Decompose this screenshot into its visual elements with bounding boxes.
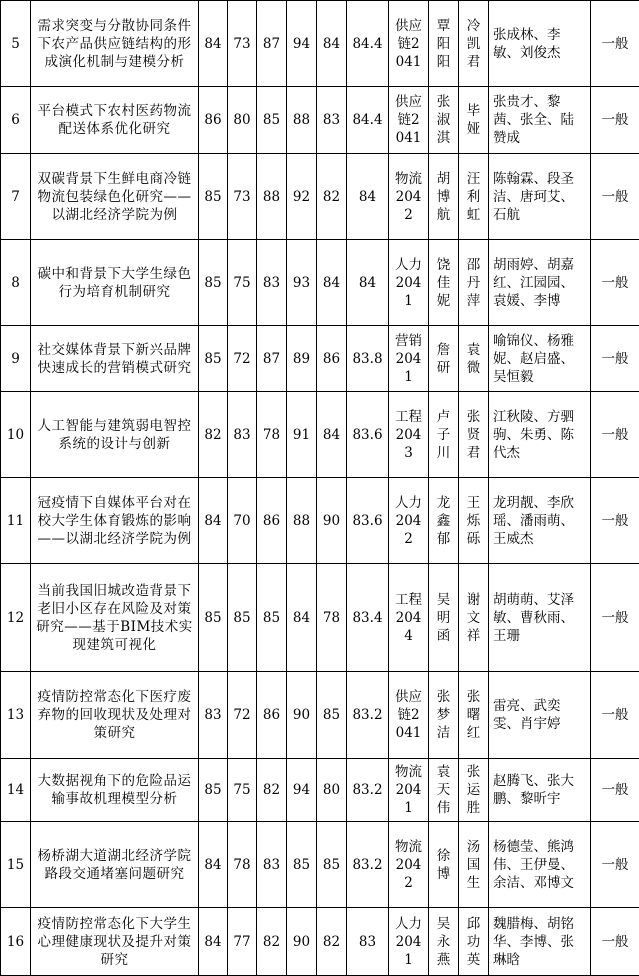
member-list: 张贵才、黎茜、张全、陆赞成 [489, 87, 591, 154]
score-cell: 91 [287, 392, 317, 478]
score-cell: 73 [228, 1, 257, 87]
class-name: 供应链2041 [389, 1, 429, 87]
advisor-name: 邱功英 [459, 908, 489, 976]
member-list: 魏腊梅、胡铭华、李博、张琳晗 [489, 908, 591, 976]
project-level: 一般 [591, 326, 639, 392]
project-title: 需求突变与分散协同条件下农产品供应链结构的形成演化机制与建模分析 [31, 1, 199, 87]
member-list: 赵腾飞、张大鹏、黎昕宇 [489, 759, 591, 822]
leader-name: 覃阳阳 [429, 1, 459, 87]
class-name: 人力2041 [389, 908, 429, 976]
average-score: 83.4 [347, 564, 389, 672]
score-cell: 75 [228, 759, 257, 822]
score-cell: 85 [199, 564, 228, 672]
score-cell: 86 [257, 478, 287, 564]
project-title: 人工智能与建筑弱电智控系统的设计与创新 [31, 392, 199, 478]
score-cell: 84 [317, 1, 347, 87]
table-row [1, 154, 639, 240]
leader-name: 徐博 [429, 822, 459, 908]
leader-name: 张梦洁 [429, 672, 459, 759]
average-score: 83.6 [347, 478, 389, 564]
table-row [1, 326, 639, 392]
member-list: 胡雨婷、胡嘉红、江园园、袁媛、李博 [489, 240, 591, 326]
score-cell: 85 [317, 822, 347, 908]
member-list: 陈翰霖、段圣洁、唐珂艾、石航 [489, 154, 591, 240]
project-level: 一般 [591, 240, 639, 326]
project-title: 疫情防控常态化下医疗废弃物的回收现状及处理对策研究 [31, 672, 199, 759]
score-cell: 88 [287, 87, 317, 154]
score-cell: 83 [317, 87, 347, 154]
class-name: 供应链2041 [389, 87, 429, 154]
leader-name: 詹研 [429, 326, 459, 392]
score-cell: 83 [228, 392, 257, 478]
score-cell: 88 [257, 154, 287, 240]
score-cell: 92 [287, 154, 317, 240]
score-cell: 85 [257, 87, 287, 154]
score-cell: 85 [317, 672, 347, 759]
score-cell: 87 [257, 1, 287, 87]
score-cell: 94 [287, 759, 317, 822]
score-cell: 90 [287, 908, 317, 976]
score-cell: 70 [228, 478, 257, 564]
score-cell: 78 [228, 822, 257, 908]
member-list: 江秋陵、方驷驹、朱勇、陈代杰 [489, 392, 591, 478]
score-cell: 82 [257, 759, 287, 822]
leader-name: 饶佳妮 [429, 240, 459, 326]
table-row [1, 672, 639, 759]
score-cell: 84 [287, 564, 317, 672]
score-cell: 84 [317, 392, 347, 478]
table-row [1, 240, 639, 326]
score-cell: 88 [287, 478, 317, 564]
score-cell: 84 [199, 478, 228, 564]
project-title: 平台模式下农村医药物流配送体系优化研究 [31, 87, 199, 154]
average-score: 84.4 [347, 1, 389, 87]
advisor-name: 王烁砾 [459, 478, 489, 564]
member-list: 雷亮、武奕雯、肖宇婷 [489, 672, 591, 759]
project-title: 碳中和背景下大学生绿色行为培育机制研究 [31, 240, 199, 326]
score-cell: 85 [287, 822, 317, 908]
score-cell: 90 [287, 672, 317, 759]
class-name: 物流2042 [389, 822, 429, 908]
leader-name: 袁天伟 [429, 759, 459, 822]
score-cell: 94 [287, 1, 317, 87]
row-number: 10 [1, 392, 31, 478]
class-name: 工程2044 [389, 564, 429, 672]
average-score: 83.2 [347, 759, 389, 822]
row-number: 9 [1, 326, 31, 392]
advisor-name: 汪利虹 [459, 154, 489, 240]
score-cell: 80 [317, 759, 347, 822]
score-cell: 73 [228, 154, 257, 240]
project-level: 一般 [591, 759, 639, 822]
project-level: 一般 [591, 908, 639, 976]
score-cell: 84 [199, 1, 228, 87]
table-row [1, 822, 639, 908]
table-row [1, 908, 639, 976]
score-cell: 83 [199, 672, 228, 759]
score-cell: 82 [257, 908, 287, 976]
class-name: 工程2043 [389, 392, 429, 478]
row-number: 8 [1, 240, 31, 326]
score-cell: 85 [199, 154, 228, 240]
score-cell: 84 [317, 240, 347, 326]
score-cell: 82 [317, 908, 347, 976]
member-list: 张成林、李敏、刘俊杰 [489, 1, 591, 87]
member-list: 喻锦仪、杨雅妮、赵启盛、吴恒毅 [489, 326, 591, 392]
project-level: 一般 [591, 87, 639, 154]
row-number: 5 [1, 1, 31, 87]
leader-name: 张淑淇 [429, 87, 459, 154]
table-row [1, 87, 639, 154]
row-number: 11 [1, 478, 31, 564]
class-name: 人力2042 [389, 478, 429, 564]
advisor-name: 张曙红 [459, 672, 489, 759]
member-list: 龙玥靓、李欣瑶、潘雨萌、王威杰 [489, 478, 591, 564]
average-score: 84 [347, 154, 389, 240]
table-row [1, 392, 639, 478]
score-cell: 84 [199, 908, 228, 976]
row-number: 16 [1, 908, 31, 976]
project-level: 一般 [591, 822, 639, 908]
table-row [1, 1, 639, 87]
score-cell: 78 [317, 564, 347, 672]
score-cell: 85 [199, 240, 228, 326]
leader-name: 吴明函 [429, 564, 459, 672]
score-cell: 89 [287, 326, 317, 392]
project-title: 双碳背景下生鲜电商冷链物流包装绿色化研究——以湖北经济学院为例 [31, 154, 199, 240]
leader-name: 卢子川 [429, 392, 459, 478]
score-cell: 90 [317, 478, 347, 564]
project-level: 一般 [591, 564, 639, 672]
advisor-name: 冷凯君 [459, 1, 489, 87]
average-score: 83.2 [347, 672, 389, 759]
score-cell: 72 [228, 672, 257, 759]
score-cell: 86 [199, 87, 228, 154]
score-cell: 77 [228, 908, 257, 976]
score-cell: 85 [199, 759, 228, 822]
score-cell: 93 [287, 240, 317, 326]
class-name: 供应链2041 [389, 672, 429, 759]
table-row [1, 759, 639, 822]
advisor-name: 袁微 [459, 326, 489, 392]
row-number: 6 [1, 87, 31, 154]
class-name: 人力2041 [389, 240, 429, 326]
score-cell: 85 [257, 564, 287, 672]
score-cell: 84 [199, 822, 228, 908]
average-score: 84.4 [347, 87, 389, 154]
advisor-name: 张运胜 [459, 759, 489, 822]
score-cell: 82 [317, 154, 347, 240]
project-title: 杨桥湖大道湖北经济学院路段交通堵塞问题研究 [31, 822, 199, 908]
average-score: 83.6 [347, 392, 389, 478]
row-number: 15 [1, 822, 31, 908]
table-row [1, 564, 639, 672]
average-score: 83 [347, 908, 389, 976]
project-title: 大数据视角下的危险品运输事故机理模型分析 [31, 759, 199, 822]
leader-name: 龙鑫郁 [429, 478, 459, 564]
project-level: 一般 [591, 672, 639, 759]
advisor-name: 谢文祥 [459, 564, 489, 672]
score-cell: 83 [257, 822, 287, 908]
score-cell: 80 [228, 87, 257, 154]
project-title: 冠疫情下自媒体平台对在校大学生体育锻炼的影响——以湖北经济学院为例 [31, 478, 199, 564]
leader-name: 吴永燕 [429, 908, 459, 976]
score-cell: 82 [199, 392, 228, 478]
project-level: 一般 [591, 392, 639, 478]
advisor-name: 张贤君 [459, 392, 489, 478]
score-cell: 75 [228, 240, 257, 326]
advisor-name: 邵丹萍 [459, 240, 489, 326]
project-title: 疫情防控常态化下大学生心理健康现状及提升对策研究 [31, 908, 199, 976]
average-score: 84 [347, 240, 389, 326]
project-level: 一般 [591, 154, 639, 240]
project-title: 当前我国旧城改造背景下老旧小区存在风险及对策研究——基于BIM技术实现建筑可视化 [31, 564, 199, 672]
score-cell: 78 [257, 392, 287, 478]
score-cell: 86 [257, 672, 287, 759]
average-score: 83.8 [347, 326, 389, 392]
score-cell: 87 [257, 326, 287, 392]
score-cell: 85 [199, 326, 228, 392]
project-title: 社交媒体背景下新兴品牌快速成长的营销模式研究 [31, 326, 199, 392]
class-name: 营销2041 [389, 326, 429, 392]
class-name: 物流2042 [389, 154, 429, 240]
advisor-name: 汤国生 [459, 822, 489, 908]
score-cell: 72 [228, 326, 257, 392]
score-cell: 86 [317, 326, 347, 392]
average-score: 83.2 [347, 822, 389, 908]
member-list: 杨德莹、熊鸿伟、王伊曼、余洁、邓博文 [489, 822, 591, 908]
row-number: 12 [1, 564, 31, 672]
score-cell: 83 [257, 240, 287, 326]
row-number: 13 [1, 672, 31, 759]
member-list: 胡萌萌、艾泽敏、曹秋雨、王珊 [489, 564, 591, 672]
table-row [1, 478, 639, 564]
project-level: 一般 [591, 478, 639, 564]
class-name: 物流2041 [389, 759, 429, 822]
row-number: 14 [1, 759, 31, 822]
advisor-name: 毕娅 [459, 87, 489, 154]
score-cell: 85 [228, 564, 257, 672]
project-level: 一般 [591, 1, 639, 87]
leader-name: 胡博航 [429, 154, 459, 240]
row-number: 7 [1, 154, 31, 240]
